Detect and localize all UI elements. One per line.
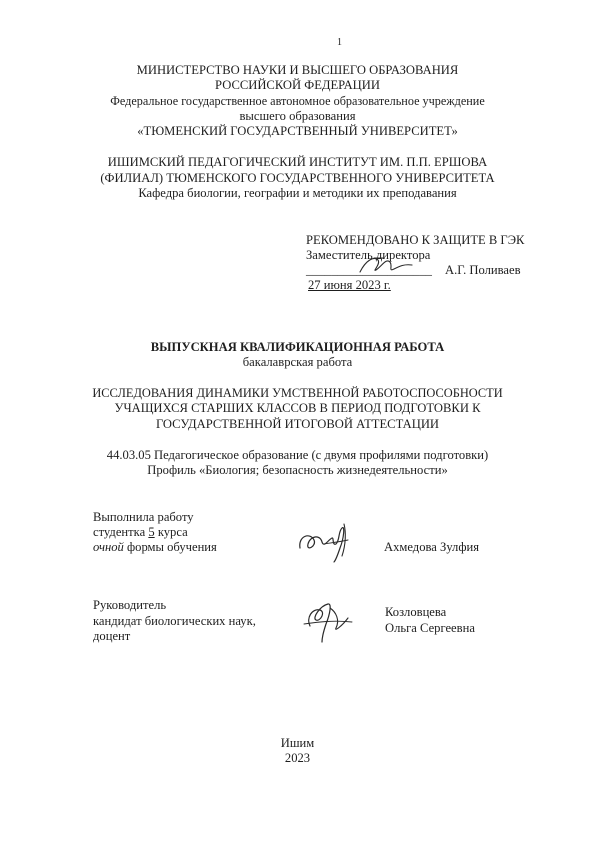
university-name: «ТЮМЕНСКИЙ ГОСУДАРСТВЕННЫЙ УНИВЕРСИТЕТ» <box>137 124 458 138</box>
page-number: 1 <box>337 37 342 48</box>
supervisor-surname: Козловцева <box>385 605 447 619</box>
work-title-line-2: УЧАЩИХСЯ СТАРШИХ КЛАССОВ В ПЕРИОД ПОДГОТОВКИ К <box>114 401 481 415</box>
ministry-line-2: РОССИЙСКОЙ ФЕДЕРАЦИИ <box>215 78 380 92</box>
student-course-prefix: студентка <box>93 525 146 539</box>
work-title-line-1: ИССЛЕДОВАНИЯ ДИНАМИКИ УМСТВЕННОЙ РАБОТОСПОСОБНОСТИ <box>92 386 503 400</box>
approval-date: 27 июня 2023 г. <box>308 278 391 292</box>
study-form: очной <box>93 540 124 554</box>
approval-signature-line: ____________________ <box>306 263 432 277</box>
institution-type: Федеральное государственное автономное образовательное учреждение <box>110 94 485 108</box>
institute-line-1: ИШИМСКИЙ ПЕДАГОГИЧЕСКИЙ ИНСТИТУТ ИМ. П.П. ЕРШОВА <box>107 155 488 169</box>
student-course-line <box>93 525 188 540</box>
study-form-line <box>93 540 217 555</box>
work-subtype: бакалаврская работа <box>242 355 353 369</box>
ministry-line-1: МИНИСТЕРСТВО НАУКИ И ВЫСШЕГО ОБРАЗОВАНИЯ <box>136 63 459 77</box>
year: 2023 <box>284 751 311 765</box>
institute-line-2: (ФИЛИАЛ) ТЮМЕНСКОГО ГОСУДАРСТВЕННОГО УНИВЕРСИТЕТА <box>100 171 495 185</box>
work-title-line-3: ГОСУДАРСТВЕННОЙ ИТОГОВОЙ АТТЕСТАЦИИ <box>155 417 440 431</box>
work-type: ВЫПУСКНАЯ КВАЛИФИКАЦИОННАЯ РАБОТА <box>150 340 445 354</box>
student-name: Ахмедова Зулфия <box>384 540 480 554</box>
approver-signature-image <box>356 252 416 278</box>
supervisor-degree: кандидат биологических наук, <box>93 614 256 628</box>
supervisor-given-name: Ольга Сергеевна <box>385 621 475 635</box>
city: Ишим <box>280 736 315 750</box>
student-signature-image <box>294 518 356 564</box>
program-profile: Профиль «Биология; безопасность жизнедеятельности» <box>147 463 448 477</box>
student-label: Выполнила работу <box>93 510 194 524</box>
approver-name: А.Г. Поливаев <box>445 263 521 277</box>
student-course-suffix: курса <box>157 525 188 539</box>
supervisor-signature-image <box>300 598 358 644</box>
program-code: 44.03.05 Педагогическое образование (с двумя профилями подготовки) <box>106 448 489 462</box>
student-course-number: 5 <box>148 525 155 539</box>
supervisor-title: доцент <box>93 629 131 643</box>
education-level: высшего образования <box>239 109 356 123</box>
approval-role: Заместитель директора <box>306 248 431 262</box>
supervisor-label: Руководитель <box>93 598 167 612</box>
study-form-suffix: формы обучения <box>126 540 217 554</box>
approval-title: РЕКОМЕНДОВАНО К ЗАЩИТЕ В ГЭК <box>306 233 525 247</box>
department-name: Кафедра биологии, географии и методики их преподавания <box>138 186 457 200</box>
